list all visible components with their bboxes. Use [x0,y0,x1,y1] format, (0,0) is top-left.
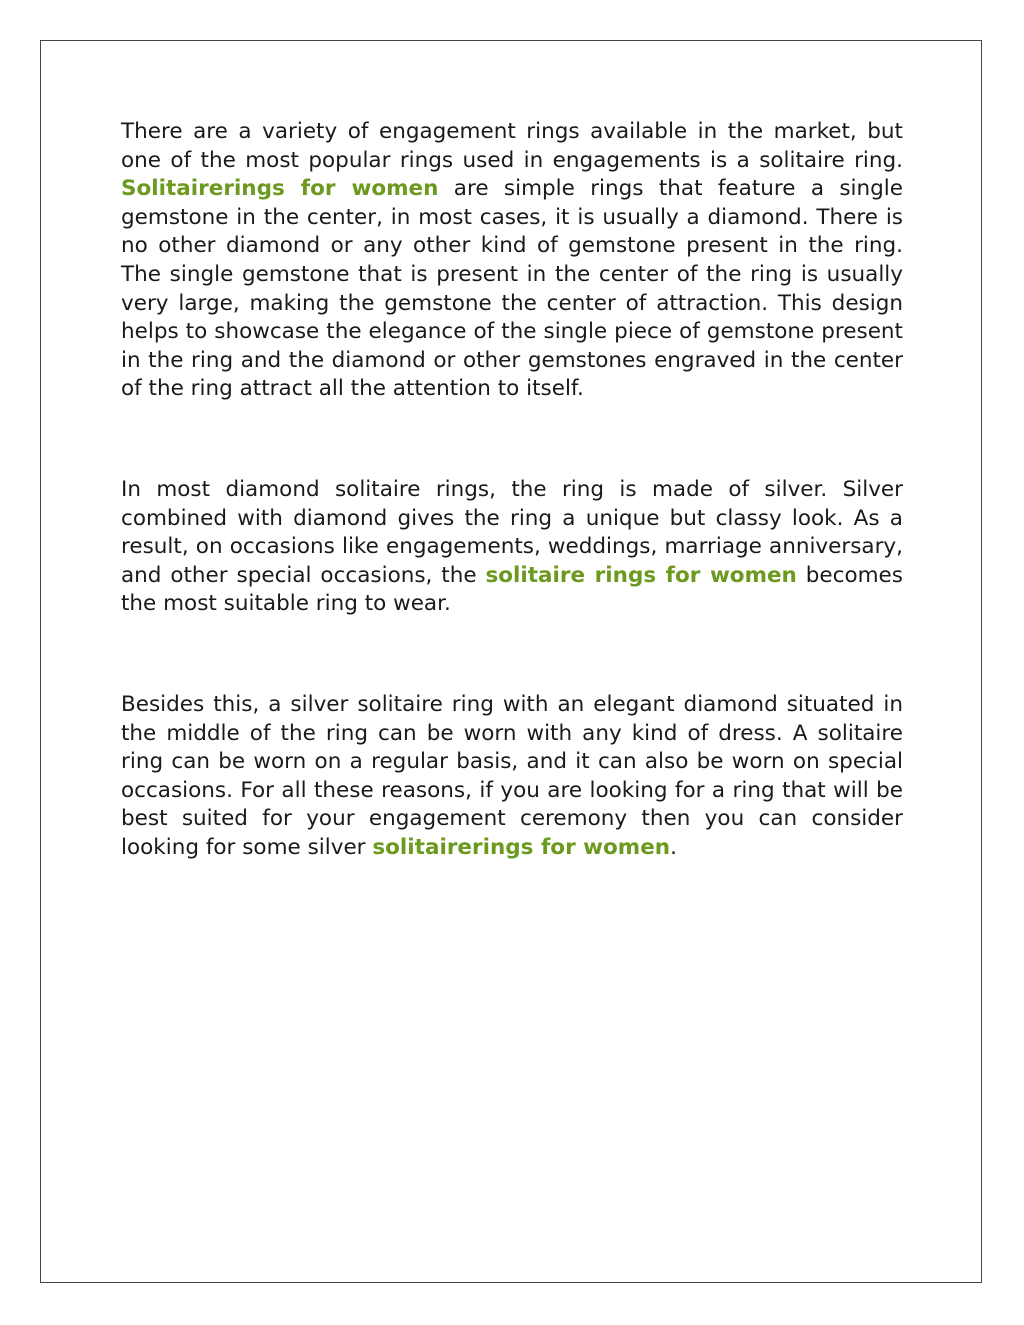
paragraph-2 [121,476,903,619]
paragraph-1 [121,118,903,404]
paragraph-3-text-before: Besides this, a silver solitaire ring with an elegant diamond situated in the middle of the ring can be worn with any kind of dress. A solitaire ring can be worn on a regular basis, and it can also be worn on special occasions. For all these reasons, if you are looking for a ring that will be best suited for your engagement ceremony then you can consider looking for some silver [121,691,903,860]
paragraph-2-text-after: becomes the most suitable ring to wear. [121,562,903,617]
paragraph-1-text-after: are simple rings that feature a single gemstone in the center, in most cases, it is usually a diamond. There is no other diamond or any other kind of gemstone present in the ring. The single gemstone that is present in the center of the ring is usually very large, making the gemstone the center of attraction. This design helps to showcase the elegance of the single piece of gemstone present in the ring and the diamond or other gemstones engraved in the center of the ring attract all the attention to itself. [121,176,903,402]
paragraph-3 [121,691,903,863]
paragraph-1-text-before: There are a variety of engagement rings available in the market, but one of the most popular rings used in engagements is a solitaire ring. [121,119,903,173]
paragraph-2-text-before: In most diamond solitaire rings, the ring is made of silver. Silver combined with diamond gives the ring a unique but classy look. As a result, on occasions like engagements, weddings, marriage anniversary, and other special occasions, the [121,476,903,588]
paragraph-3-text-after: . [670,834,677,860]
paragraph-2-keyword-link[interactable]: solitaire rings for women [485,562,797,588]
document-body [121,118,903,862]
paragraph-1-keyword-link[interactable]: Solitairerings for women [121,176,439,202]
paragraph-3-keyword-link[interactable]: solitairerings for women [372,834,671,860]
